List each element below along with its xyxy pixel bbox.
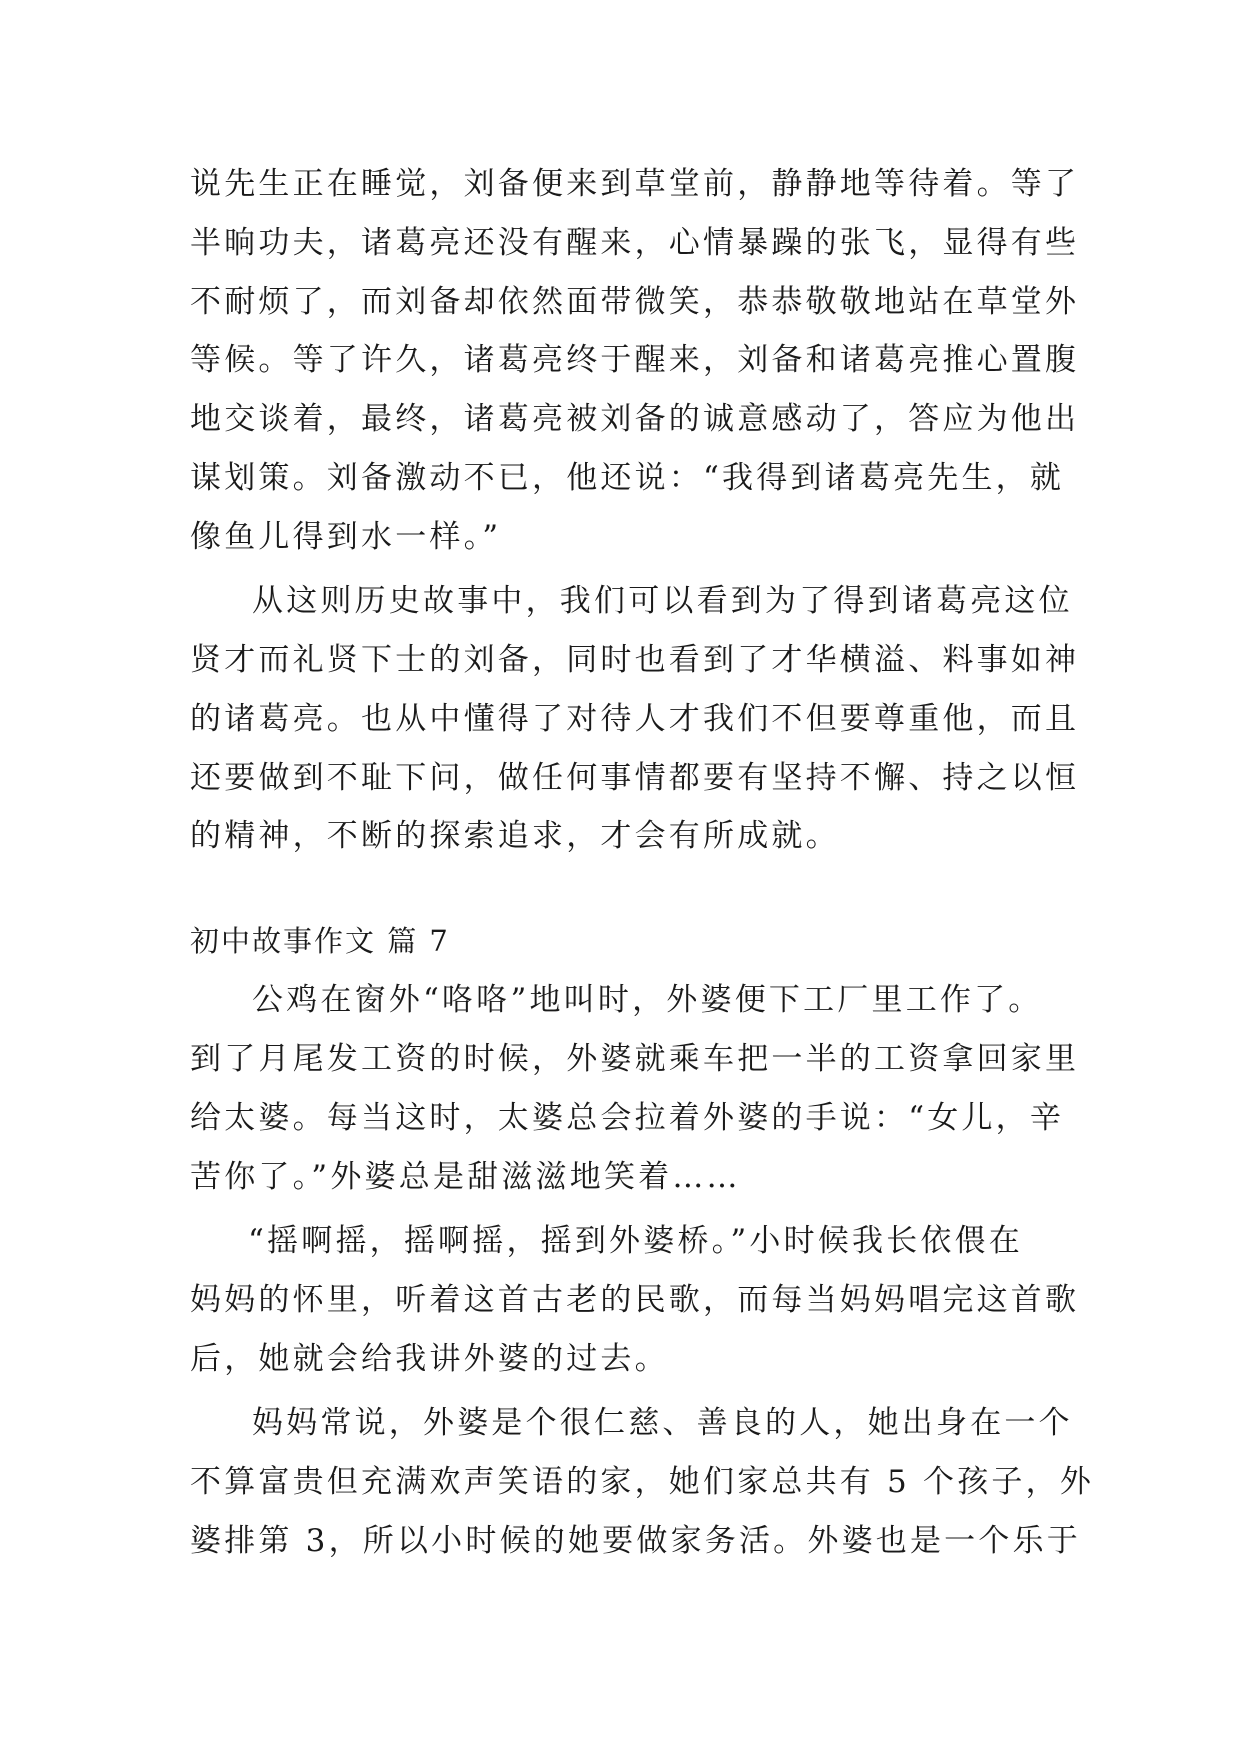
paragraph-line: 公鸡在窗外“咯咯”地叫时，外婆便下工厂里工作了。 xyxy=(252,982,1043,1018)
paragraph-line: 说先生正在睡觉，刘备便来到草堂前，静静地等待着。等了 xyxy=(190,166,1080,202)
paragraph-line: 婆排第 3，所以小时候的她要做家务活。外婆也是一个乐于 xyxy=(190,1523,1081,1559)
paragraph-line: 从这则历史故事中，我们可以看到为了得到诸葛亮这位 xyxy=(252,583,1073,619)
paragraph-line: 半晌功夫，诸葛亮还没有醒来，心情暴躁的张飞，显得有些 xyxy=(190,225,1080,261)
paragraph-line: 后，她就会给我讲外婆的过去。 xyxy=(190,1341,669,1377)
paragraph-line: “摇啊摇，摇啊摇，摇到外婆桥。”小时候我长依偎在 xyxy=(248,1223,1023,1259)
paragraph-line: 谋划策。刘备激动不已，他还说：“我得到诸葛亮先生，就 xyxy=(190,460,1065,496)
paragraph-line: 等候。等了许久，诸葛亮终于醒来，刘备和诸葛亮推心置腹 xyxy=(190,342,1080,378)
paragraph-line: 的诸葛亮。也从中懂得了对待人才我们不但要尊重他，而且 xyxy=(190,701,1080,737)
paragraph-line: 妈妈的怀里，听着这首古老的民歌，而每当妈妈唱完这首歌 xyxy=(190,1282,1080,1318)
paragraph-line: 像鱼儿得到水一样。” xyxy=(190,519,502,555)
section-heading: 初中故事作文 篇 7 xyxy=(190,924,450,958)
paragraph-line: 给太婆。每当这时，太婆总会拉着外婆的手说：“女儿，辛 xyxy=(190,1100,1065,1136)
paragraph-line: 的精神，不断的探索追求，才会有所成就。 xyxy=(190,818,840,854)
paragraph-line: 不耐烦了，而刘备却依然面带微笑，恭恭敬敬地站在草堂外 xyxy=(190,284,1080,320)
paragraph-line: 不算富贵但充满欢声笑语的家，她们家总共有 5 个孩子，外 xyxy=(190,1464,1095,1500)
paragraph-line: 贤才而礼贤下士的刘备，同时也看到了才华横溢、料事如神 xyxy=(190,642,1080,678)
paragraph-line: 苦你了。”外婆总是甜滋滋地笑着…… xyxy=(190,1159,741,1195)
paragraph-line: 到了月尾发工资的时候，外婆就乘车把一半的工资拿回家里 xyxy=(190,1041,1080,1077)
paragraph-line: 还要做到不耻下问，做任何事情都要有坚持不懈、持之以恒 xyxy=(190,760,1080,796)
paragraph-line: 妈妈常说，外婆是个很仁慈、善良的人，她出身在一个 xyxy=(252,1405,1073,1441)
paragraph-line: 地交谈着，最终，诸葛亮被刘备的诚意感动了，答应为他出 xyxy=(190,401,1080,437)
